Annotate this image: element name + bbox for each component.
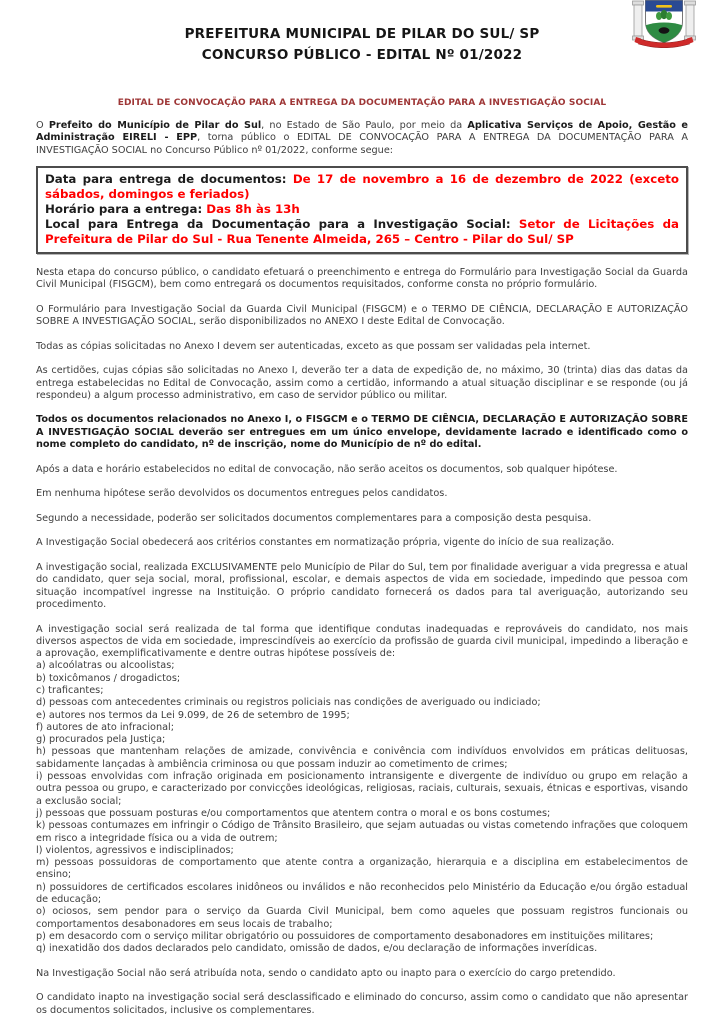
intro-segment: , no Estado de São Paulo, por meio da	[261, 120, 468, 131]
info-box-row-date	[45, 172, 679, 202]
body-paragraph: As certidões, cujas cópias são solicitadas no Anexo I, deverão ter a data de expedição de, no máximo, 30 (trinta) dias das datas da entrega estabelecidas no Edital de Convocação, assim como a certidão, informando a atual situação disciplinar e se responde (ou já respondeu) a algum processo administrativo, em caso de servidor público ou militar.	[36, 365, 688, 401]
list-item: k) pessoas contumazes em infringir o Código de Trânsito Brasileiro, que sejam autuadas ou vistas cometendo infrações que coloquem em risco a integridade física ou a vida de outrem;	[36, 820, 688, 844]
list-item: i) pessoas envolvidas com infração originada em posicionamento intransigente e divergente de indivíduo ou grupo em relação a outra pessoa ou grupo, e caracterizado por convicções ideológicas, religiosas, raciais, culturais, sexuais, étnicas e esportivas, visando a exclusão social;	[36, 771, 688, 807]
crest-shield	[643, 1, 685, 45]
delivery-info-box	[36, 166, 688, 254]
info-label: Horário para a entrega:	[45, 201, 203, 216]
list-item: g) procurados pela Justiça;	[36, 734, 166, 746]
closing-paragraph: Na Investigação Social não será atribuída nota, sendo o candidato apto ou inapto para o exercício do cargo pretendido.	[36, 967, 616, 979]
body-paragraph: A investigação social será realizada de tal forma que identifique condutas inadequadas e reprováveis do candidato, nos mais diversos aspectos de vida em sociedade, imprescindíveis ao exercício da profissão de guarda civil municipal, impedindo a liberação e a aprovação, exemplificativamente e dentre outras hipótese possíveis de:	[36, 623, 688, 660]
info-box-row-time	[45, 202, 679, 217]
body-paragraph: Todas as cópias solicitadas no Anexo I devem ser autenticadas, exceto as que possam ser validadas pela internet.	[36, 340, 591, 352]
info-label: Data para entrega de documentos:	[45, 171, 287, 186]
list-item: a) alcoólatras ou alcoolistas;	[36, 660, 175, 672]
body-paragraph: Segundo a necessidade, poderão ser solicitados documentos complementares para a composição desta pesquisa.	[36, 512, 592, 524]
list-item: f) autores de ato infracional;	[36, 721, 174, 733]
municipal-crest-icon	[628, 0, 700, 48]
document-body	[36, 267, 688, 1017]
body-paragraph: Em nenhuma hipótese serão devolvidos os documentos entregues pelos candidatos.	[36, 488, 448, 500]
body-paragraph: O Formulário para Investigação Social da Guarda Civil Municipal (FISGCM) e o TERMO DE CIÊNCIA, DECLARAÇÃO E AUTORIZAÇÃO SOBRE A INVESTIGAÇÃO SOCIAL, serão disponibilizados no ANEXO I deste Edital de Convocação.	[36, 303, 688, 328]
page-title-line2: CONCURSO PÚBLICO - EDITAL Nº 01/2022	[201, 47, 523, 63]
info-value: Das 8h às 13h	[206, 201, 300, 216]
body-paragraph: A investigação social, realizada EXCLUSIVAMENTE pelo Município de Pilar do Sul, tem por finalidade averiguar a vida pregressa e atual do candidato, quer seja social, moral, profissional, escolar, e demais aspectos de vida em sociedade, impedindo que pessoa com situação incompatível ingresse na Instituição. O próprio candidato fornecerá os dados para tal averiguação, autorizando seu procedimento.	[36, 562, 688, 610]
info-value: De 17 de novembro a 16 de dezembro de 2022 (exceto sábados, domingos e feriados)	[45, 171, 680, 201]
info-label: Local para Entrega da Documentação para a Investigação Social:	[45, 216, 511, 231]
body-paragraph: A Investigação Social obedecerá aos critérios constantes em normatização própria, vigente do início de sua realização.	[36, 537, 615, 549]
list-item: n) possuidores de certificados escolares inidôneos ou inválidos e não reconhecidos pelo Ministério da Educação e/ou órgão estadual de educação;	[36, 881, 688, 906]
document-header	[36, 0, 688, 66]
body-paragraph: Após a data e horário estabelecidos no edital de convocação, não serão aceitos os documentos, sob qualquer hipótese.	[36, 463, 618, 475]
closing-paragraph: O candidato inapto na investigação social será desclassificado e eliminado do concurso, assim como o candidato que não apresentar os documentos solicitados, inclusive os complementares.	[36, 992, 688, 1016]
list-item: d) pessoas com antecedentes criminais ou registros policiais nas condições de averiguado ou indiciado;	[36, 697, 541, 709]
list-item: h) pessoas que mantenham relações de amizade, convivência e conivência com indivíduos envolvidos em práticas delituosas, sabidamente lançadas à ambiência criminosa ou que possam induzir ao cometimento de crimes;	[36, 746, 688, 770]
info-value: Setor de Licitações da Prefeitura de Pilar do Sul - Rua Tenente Almeida, 265 – Centro - Pilar do Sul/ SP	[45, 216, 679, 246]
list-item: b) toxicômanos / drogadictos;	[36, 672, 181, 684]
list-item: m) pessoas possuidoras de comportamento que atente contra a organização, hierarquia e a disciplina em estabelecimentos de ensino;	[36, 857, 688, 881]
intro-segment: , torna público o EDITAL DE CONVOCAÇÃO PARA A ENTREGA DA DOCUMENTAÇÃO PARA A INVESTIGAÇÃO SOCIAL no Concurso Público nº 01/2022, conforme segue:	[36, 132, 688, 156]
intro-segment-bold: Aplicativa Serviços de Apoio, Gestão e Administração EIRELI - EPP	[36, 120, 688, 144]
info-box-row-place	[45, 217, 679, 247]
list-item: c) traficantes;	[36, 684, 104, 696]
intro-segment: O	[36, 120, 49, 131]
list-item: l) violentos, agressivos e indisciplinados;	[36, 844, 234, 856]
page-title	[36, 24, 688, 66]
body-paragraph: Nesta etapa do concurso público, o candidato efetuará o preenchimento e entrega do Formulário para Investigação Social da Guarda Civil Municipal (FISGCM), bem como entregará os documentos requisitados, conforme consta no próprio formulário.	[36, 266, 688, 291]
hypotheses-list	[36, 660, 688, 955]
page-title-line1: PREFEITURA MUNICIPAL DE PILAR DO SUL/ SP	[184, 26, 540, 42]
list-item: e) autores nos termos da Lei 9.099, de 26 de setembro de 1995;	[36, 709, 350, 721]
list-item: q) inexatidão dos dados declarados pelo candidato, omissão de dados, e/ou declaração de informações inverídicas.	[36, 943, 598, 955]
list-item: p) em desacordo com o serviço militar obrigatório ou possuidores de comportamento desabonadores em instituições militares;	[36, 930, 654, 942]
document-subtitle: EDITAL DE CONVOCAÇÃO PARA A ENTREGA DA DOCUMENTAÇÃO PARA A INVESTIGAÇÃO SOCIAL	[117, 98, 607, 108]
list-item: j) pessoas que possuam posturas e/ou comportamentos que atentem contra o moral e os bons costumes;	[36, 807, 551, 819]
intro-segment-bold: Prefeito do Município de Pilar do Sul	[48, 120, 262, 131]
list-item: o) ociosos, sem pendor para o serviço da Guarda Civil Municipal, bem como aqueles que possuam registros funcionais ou comportamentos desabonadores em seus locais de trabalho;	[36, 906, 688, 930]
body-paragraph-bold: Todos os documentos relacionados no Anexo I, o FISGCM e o TERMO DE CIÊNCIA, DECLARAÇÃO E AUTORIZAÇÃO SOBRE A INVESTIGAÇÃO SOCIAL deverão ser entregues em um único envelope, devidamente lacrado e identificado como o nome completo do candidato, nº de inscrição, nome do Município de nº do edital.	[36, 414, 688, 451]
intro-paragraph	[36, 120, 688, 157]
